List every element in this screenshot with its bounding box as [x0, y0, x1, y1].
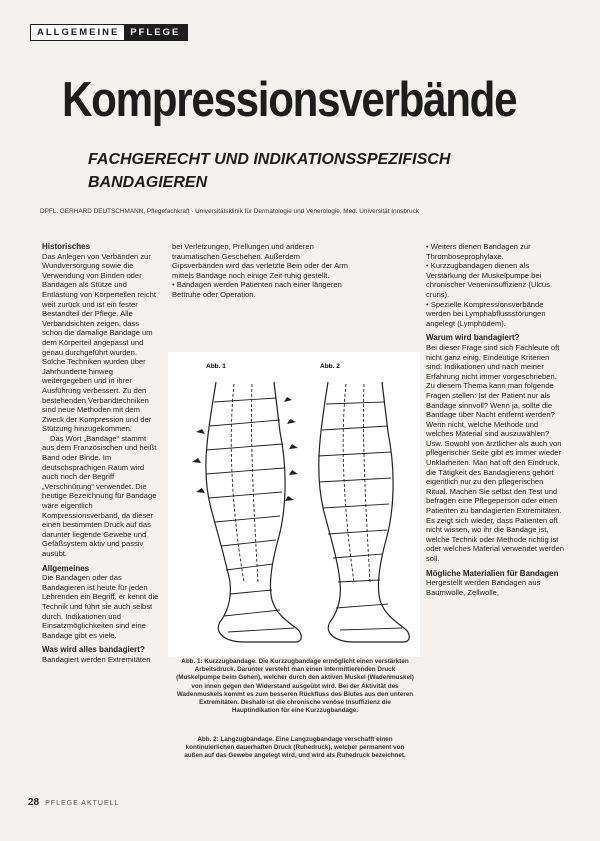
heading-historisches: Historisches	[42, 242, 91, 251]
paragraph: Hergestellt werden Bandagen aus Baumwolle, Zellwolle,	[426, 578, 541, 597]
category-tag	[30, 24, 188, 41]
section-label: PFLEGE	[124, 24, 188, 41]
heading-materialien: Mögliche Materialien für Bandagen	[426, 568, 559, 578]
paragraph: Das Wort „Bandage“ stammt aus dem Französischen und heißt Band oder Binde. Im deutschsprachigen Raum wird auch noch der Begriff „Verschnürung“ verwendet. Die heutige Bezeichnung für Bandage wäre eigentlich Kompressionsverband, da dieser einen bestimmten Druck auf das darunter liegende Gewebe und Gefäßsystem aktiv und passiv ausübt.	[42, 433, 157, 558]
author-line: DPFL. GERHARD DEUTSCHMANN, Pflegefachkraft · Universitätsklinik für Dermatologie und Venerologie, Med. Universität Innsbruck	[40, 208, 419, 215]
bandage-illustration	[168, 352, 420, 657]
bullet-item: • Kurzzugbandagen dienen als Verstärkung der Muskelpumpe bei chronischer Veneninsuffizienz (Ulcus cruris).	[426, 261, 550, 299]
article-title: Kompressionsverbände	[62, 73, 517, 127]
column-3	[426, 242, 566, 597]
paragraph: Das Anlegen von Verbänden zur Wundversorgung sowie die Verwendung von Binden oder Bandagen als Stütze und Entlastung von Körperteilen reicht weit zurück und ist ein fester Bestandteil der Pflege. Alle Verbandsichten zeigen, dass schon die damalige Bandage um dem Körperteil angepasst und genau durchgeführt wurden. Solche Techniken wurden über Jahrhunderte hinweg weitergegeben und in ihrer Ausführung verbessert. Zu den bestehenden Verbandtechniken sind neue Methoden mit dem Zweck der Kompression und der Stützung hinzugekommen.	[42, 251, 156, 434]
bullet-item: • Spezielle Kompressionsverbände werden bei Lymphabflussstörungen angelegt (Lymphödem).	[426, 299, 546, 328]
column-2	[172, 242, 352, 300]
page-footer	[28, 797, 119, 808]
publication-name: PFLEGE AKTUELL	[45, 800, 120, 807]
figure-2-label: Abb. 2	[320, 363, 340, 370]
article-subtitle: FACHGERECHT UND INDIKATIONSSPEZIFISCH BANDAGIEREN	[88, 151, 451, 191]
paragraph: Bandagiert werden Extremitäten	[42, 654, 151, 664]
heading-allgemeines: Allgemeines	[42, 563, 90, 573]
heading-warum: Warum wird bandagiert?	[426, 333, 520, 343]
category-label: ALLGEMEINE	[30, 24, 124, 41]
column-1	[42, 242, 160, 665]
paragraph: Bei dieser Frage sind sich Fachleute oft nicht ganz einig. Eindeutige Kriterien sind: Indikationen und nach meiner Erfahrung nicht immer vorgeschrieben. Zu diesem Thema kann man folgende Fragen stellen: Ist der Patient nur als Bandage sinnvoll? Wenn ja, sollte die Bandage über Nacht entfernt werden? Wenn nicht, welche Methode und welches Material sind auszuwählen? Usw. Sowohl von ärztlicher als auch von pflegerischer Seite gibt es immer wieder Unklarheiten. Man hat oft den Eindruck, die Tätigkeit des Bandagierens gehört eigentlich nur zu den pflegerischen Ritual. Machen Sie selbst den Test und befragen eine Pflegeperson oder einen Patienten zu bandagierten Extremitäten. Es zeigt sich wieder, dass Patienten oft nicht wissen, wo ihr die Bandage ist, welche Technik oder Methode richtig ist oder welches Material verwendet werden soll.	[426, 342, 565, 563]
paragraph: Die Bandagen oder das Bandagieren ist heute für jeden Lehrenden ein Begriff, er kennt die Technik und führt sie auch selbst durch. Indikationen und Einsatzmöglichkeiten sind eine Bandage gibt es viele.	[42, 573, 159, 640]
figure-1-label: Abb. 1	[206, 363, 226, 370]
bullet-item: • Bandagen werden Patienten nach einer längeren Bettruhe oder Operation.	[172, 280, 342, 299]
page-number: 28	[28, 797, 40, 808]
figure-1-caption: Abb. 1: Kurzzugbandage. Die Kurzzugbandage ermöglicht einen verstärkten Arbeitsdruck. Darunter versteht man einen intermittierenden Druck (Muskelpumpe beim Gehen), welcher durch den aktiven Muskel (Wadenmuskel) von innen gegen den Widerstand ausgeübt wird. Bei der Aktivität des Wadenmuskels kommt es zum besseren Rückfluss des Blutes aus den unteren Extremitäten. Deshalb ist die chronische venöse Insuffizienz die Hauptindikation für eine Kurzzugbandage.	[176, 658, 414, 715]
bullet-item: • Weiters dienen Bandagen zur Thromboseprophylaxe.	[426, 242, 531, 261]
paragraph: bei Verletzungen, Prellungen und anderen traumatischen Geschehen. Außerdem Gipsverbänden wird das verletzte Bein oder der Arm mittels Bandage noch einige Zeit ruhig gestellt.	[172, 242, 349, 280]
figure-2-caption: Abb. 2: Langzugbandage. Eine Langzugbandage verschafft einen kontinuierlichen dauerhaften Druck (Ruhedruck), welcher permanent von außen auf das Gewebe angelegt wird, und wird als Ruhedruck bezeichnet.	[184, 736, 406, 760]
heading-was-wird-bandagiert: Was wird alles bandagiert?	[42, 645, 145, 655]
